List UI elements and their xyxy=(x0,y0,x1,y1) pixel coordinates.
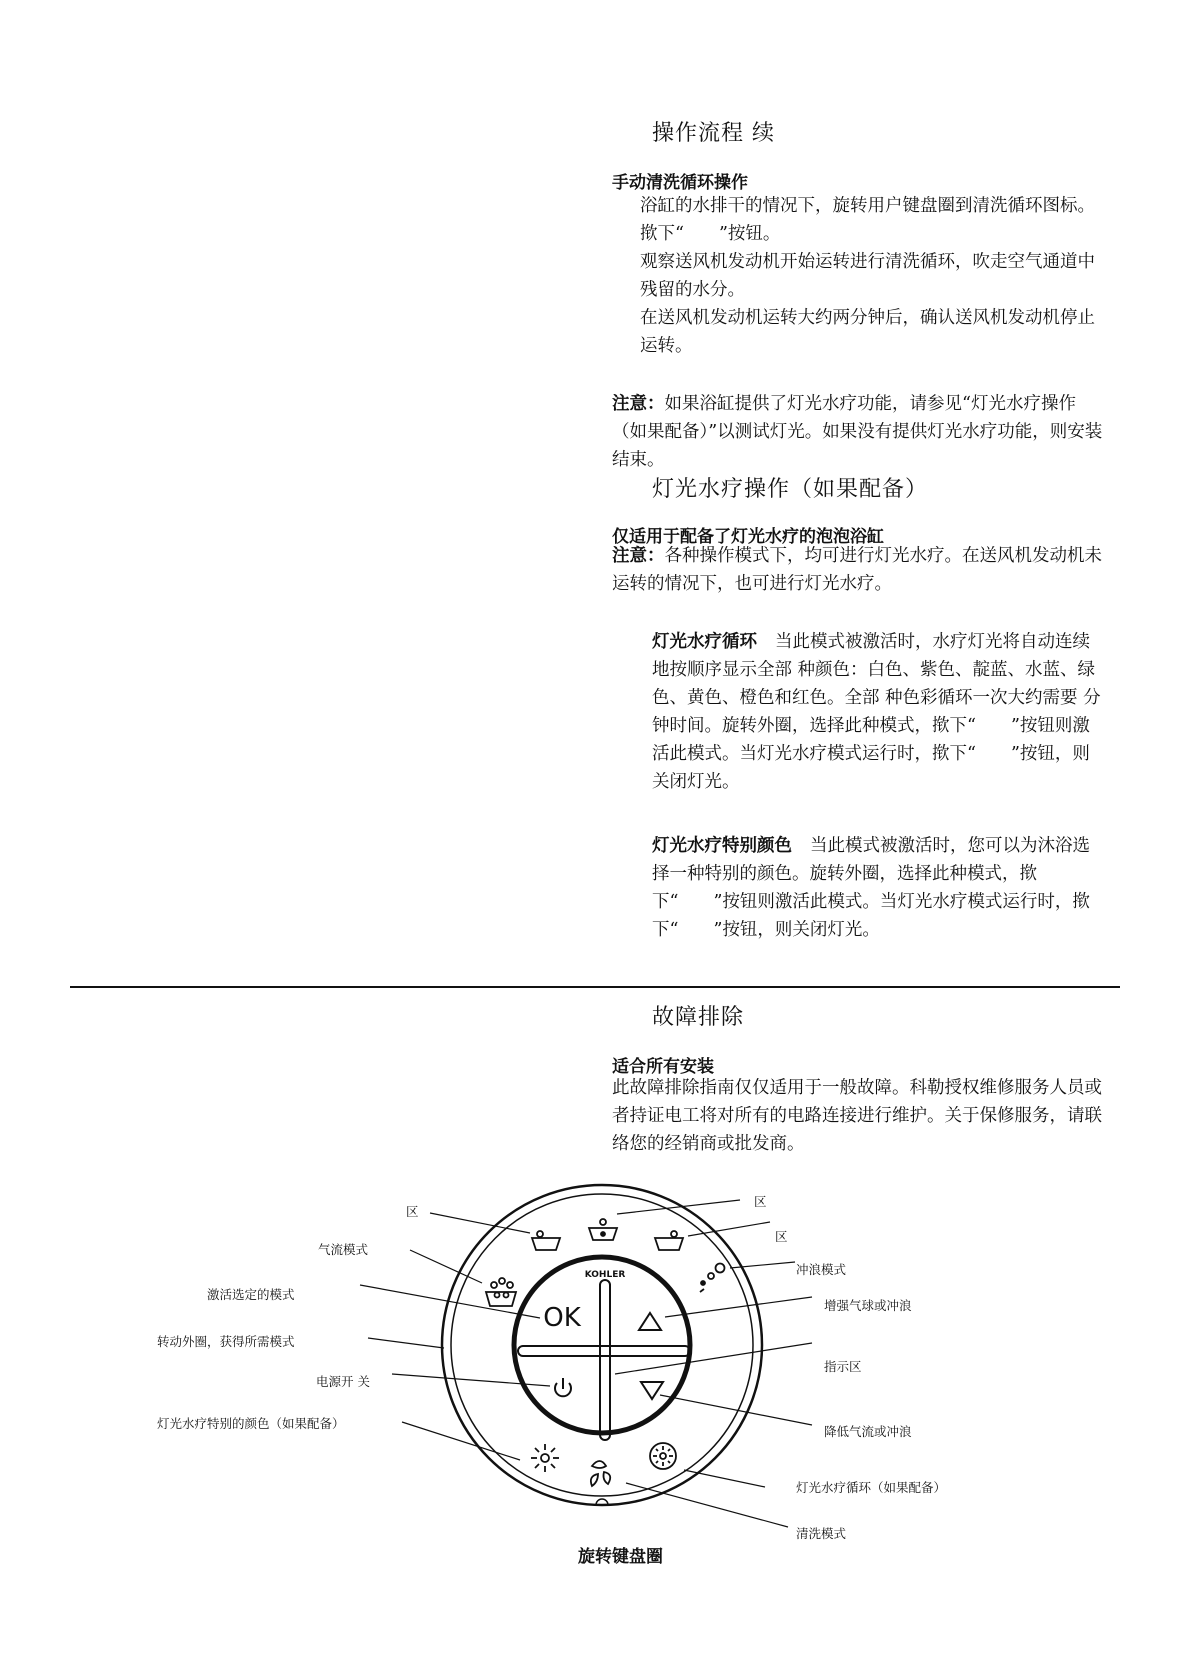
power-button-icon[interactable] xyxy=(555,1378,571,1396)
leader-lines xyxy=(360,1200,812,1527)
note-label: 注意： xyxy=(612,546,665,566)
step-3: 观察送风机发动机开始运转进行清洗循环，吹走空气通道中残留的水分。 xyxy=(640,252,1095,300)
special-color-label: 灯光水疗特别颜色 xyxy=(652,836,792,856)
air-bubbles-icon xyxy=(486,1278,516,1306)
step-2: 揿下“ ”按钮。 xyxy=(640,224,781,244)
leader-clean xyxy=(626,1483,788,1527)
light-cycle-icon xyxy=(650,1443,676,1469)
surge-icon xyxy=(700,1264,725,1293)
leader-decrease xyxy=(660,1395,812,1425)
label-power: 电源开 关 xyxy=(316,1374,370,1389)
leader-zone-left xyxy=(430,1213,530,1233)
label-zone-left: 区 xyxy=(406,1204,419,1219)
note-text: 各种操作模式下，均可进行灯光水疗。在送风机发动机未运转的情况下，也可进行灯光水疗。 xyxy=(612,546,1102,594)
leader-rotate xyxy=(368,1338,444,1348)
tub-zone-left-icon xyxy=(532,1231,560,1250)
light-cycle-text: 当此模式被激活时，水疗灯光将自动连续地按顺序显示全部 种颜色：白色、紫色、靛蓝、水蓝、绿色、黄色、橙色和红色。全部 种色彩循环一次大约需要 分钟时间。旋转外圈，选择此种模式，揿下“ ”按钮则激活此模式。当灯光水疗模式运行时，揿下“ ”按钮，则关闭灯光。 xyxy=(652,632,1101,792)
ok-button[interactable]: OK xyxy=(543,1303,581,1333)
cross-horizontal xyxy=(518,1346,690,1356)
trouble-heading: 适合所有安装 xyxy=(612,1057,714,1077)
leader-increase xyxy=(665,1297,812,1317)
cross-vertical xyxy=(600,1280,610,1440)
label-surge-mode: 冲浪模式 xyxy=(796,1262,847,1277)
label-light-cycle: 灯光水疗循环（如果配备） xyxy=(796,1480,947,1495)
increase-button[interactable] xyxy=(639,1313,661,1330)
manual-clean-heading: 手动清洗循环操作 xyxy=(612,173,748,193)
tub-zone-center-icon xyxy=(589,1219,617,1240)
step-1: 浴缸的水排干的情况下，旋转用户键盘圈到清洗循环图标。 xyxy=(640,196,1095,216)
label-zone-right: 区 xyxy=(775,1229,788,1244)
leader-zone-top-right xyxy=(617,1200,740,1214)
leader-zone-right xyxy=(688,1222,770,1236)
leader-special-color xyxy=(402,1422,520,1460)
label-zone-top-right: 区 xyxy=(754,1194,767,1209)
light-sun-icon xyxy=(531,1444,559,1472)
label-special-color: 灯光水疗特别的颜色（如果配备） xyxy=(157,1416,345,1431)
trouble-text: 此故障排除指南仅仅适用于一般故障。科勒授权维修服务人员或者持证电工将对所有的电路连接进行维护。关于保修服务，请联络您的经销商或批发商。 xyxy=(612,1078,1102,1154)
label-rotate: 转动外圈，获得所需模式 xyxy=(157,1334,295,1349)
light-heading: 仅适用于配备了灯光水疗的泡泡浴缸 xyxy=(612,527,884,547)
leader-light-cycle xyxy=(684,1470,765,1487)
label-air-mode: 气流模式 xyxy=(318,1242,369,1257)
note-text: 如果浴缸提供了灯光水疗功能，请参见“灯光水疗操作（如果配备）”以测试灯光。如果没有提供灯光水疗功能，则安装结束。 xyxy=(612,394,1103,470)
light-cycle-label: 灯光水疗循环 xyxy=(652,632,757,652)
note-label: 注意： xyxy=(612,394,665,414)
label-clean-mode: 清洗模式 xyxy=(796,1526,847,1541)
kohler-logo: KOHLER xyxy=(584,1270,626,1280)
label-decrease: 降低气流或冲浪 xyxy=(824,1424,912,1439)
step-4: 在送风机发动机运转大约两分钟后，确认送风机发动机停止运转。 xyxy=(640,308,1095,356)
label-activate: 激活选定的模式 xyxy=(207,1287,295,1302)
light-title: 灯光水疗操作（如果配备） xyxy=(652,477,929,502)
label-indicator: 指示区 xyxy=(824,1359,862,1374)
leader-power xyxy=(392,1374,550,1386)
label-increase: 增强气球或冲浪 xyxy=(824,1298,912,1313)
clean-fan-icon xyxy=(591,1461,610,1486)
special-color-text: 当此模式被激活时，您可以为沐浴选择一种特别的颜色。旋转外圈，选择此种模式，揿下“ ”按钮则激活此模式。当灯光水疗模式运行时，揿下“ ”按钮，则关闭灯光。 xyxy=(652,836,1090,940)
tub-zone-right-icon xyxy=(655,1231,683,1250)
leader-indicator xyxy=(615,1343,812,1374)
trouble-title: 故障排除 xyxy=(652,1005,745,1030)
operation-title: 操作流程 续 xyxy=(652,121,775,146)
diagram-caption: 旋转键盘圈 xyxy=(578,1547,663,1567)
decrease-button[interactable] xyxy=(641,1382,663,1399)
